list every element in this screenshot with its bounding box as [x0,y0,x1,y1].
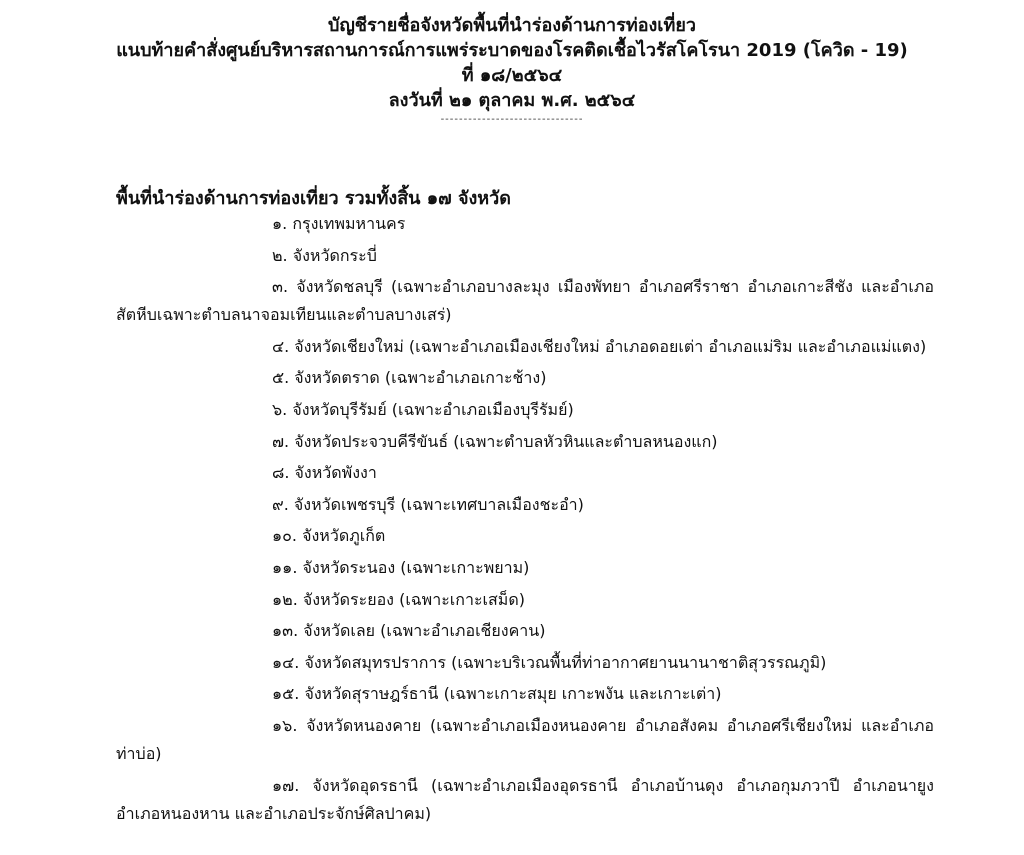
item-number: ๔. [272,336,290,356]
item-number: ๑๔. [272,652,300,672]
item-number: ๒. [272,245,288,265]
item-text: จังหวัดตราด (เฉพาะอำเภอเกาะช้าง) [294,368,547,388]
list-item [116,522,934,550]
list-item [116,333,934,361]
title-line-2: แนบท้ายคำสั่งศูนย์บริหารสถานการณ์การแพร่ระบาดของโรคติดเชื้อไวรัสโคโรนา 2019 (โควิด - 19) [116,40,908,61]
item-number: ๑๖. [272,715,298,735]
order-date: ลงวันที่ ๒๑ ตุลาคม พ.ศ. ๒๕๖๔ [388,90,636,111]
item-text: จังหวัดเชียงใหม่ (เฉพาะอำเภอเมืองเชียงใหม่ อำเภอดอยเต่า อำเภอแม่ริม และอำเภอแม่แตง) [294,336,927,356]
item-number: ๑๑. [272,557,298,577]
list-item [116,649,934,677]
item-number: ๑๐. [272,526,298,546]
item-number: ๑. [272,214,288,233]
list-item [116,428,934,456]
item-text: จังหวัดเพชรบุรี (เฉพาะเทศบาลเมืองชะอำ) [293,494,584,514]
item-text: จังหวัดระยอง (เฉพาะเกาะเสม็ด) [302,589,525,609]
order-number: ที่ ๑๘/๒๕๖๔ [461,65,563,86]
list-item [116,680,934,708]
list-item [116,242,934,270]
item-number: ๘. [272,463,290,483]
list-item [116,712,934,768]
item-text: จังหวัดชลบุรี (เฉพาะอำเภอบางละมุง เมืองพัทยา อำเภอศรีราชา อำเภอเกาะสีชัง และอำเภอสัตหีบเฉพาะตำบลนาจอมเทียนและตำบลบางเสร่) [116,277,934,325]
item-text: จังหวัดบุรีรัมย์ (เฉพาะอำเภอเมืองบุรีรัมย์) [292,399,574,419]
summary-heading: พื้นที่นำร่องด้านการท่องเที่ยว รวมทั้งสิ้น ๑๗ จังหวัด [116,188,511,209]
list-item [116,210,934,238]
item-text: จังหวัดพังงา [294,463,377,483]
list-item [116,396,934,424]
item-number: ๓. [272,277,289,297]
list-item [116,491,934,519]
item-number: ๖. [272,399,288,419]
province-list [116,210,934,831]
item-text: จังหวัดอุดรธานี (เฉพาะอำเภอเมืองอุดรธานี อำเภอบ้านดุง อำเภอกุมภวาปี อำเภอนายูง อำเภอหนองหาน และอำเภอประจักษ์ศิลปาคม) [116,775,934,823]
item-number: ๕. [272,368,290,388]
item-text: จังหวัดเลย (เฉพาะอำเภอเชียงคาน) [303,621,546,641]
item-text: จังหวัดกระบี่ [292,245,377,265]
item-number: ๑๗. [272,775,300,795]
item-text: จังหวัดหนองคาย (เฉพาะอำเภอเมืองหนองคาย อำเภอสังคม อำเภอศรีเชียงใหม่ และอำเภอท่าบ่อ) [116,715,934,763]
header-divider: ------------------------------- [440,114,584,125]
item-text: จังหวัดสมุทรปราการ (เฉพาะบริเวณพื้นที่ท่าอากาศยานนานาชาติสุวรรณภูมิ) [304,652,827,672]
list-item [116,364,934,392]
item-number: ๙. [272,494,289,514]
item-text: จังหวัดระนอง (เฉพาะเกาะพยาม) [302,557,530,577]
item-number: ๗. [272,431,290,451]
item-number: ๑๒. [272,589,298,609]
list-item [116,459,934,487]
item-text: จังหวัดสุราษฎร์ธานี (เฉพาะเกาะสมุย เกาะพงัน และเกาะเต่า) [304,684,722,704]
item-text: จังหวัดประจวบคีรีขันธ์ (เฉพาะตำบลหัวหินและตำบลหนองแก) [294,431,718,451]
item-text: จังหวัดภูเก็ต [302,526,386,546]
list-item [116,772,934,828]
item-number: ๑๕. [272,684,300,704]
document-header [0,0,1024,113]
list-item [116,617,934,645]
list-item [116,273,934,329]
title-line-1: บัญชีรายชื่อจังหวัดพื้นที่นำร่องด้านการท่องเที่ยว [328,15,696,36]
item-text: กรุงเทพมหานคร [292,214,406,233]
list-item [116,586,934,614]
list-item [116,554,934,582]
item-number: ๑๓. [272,621,299,641]
